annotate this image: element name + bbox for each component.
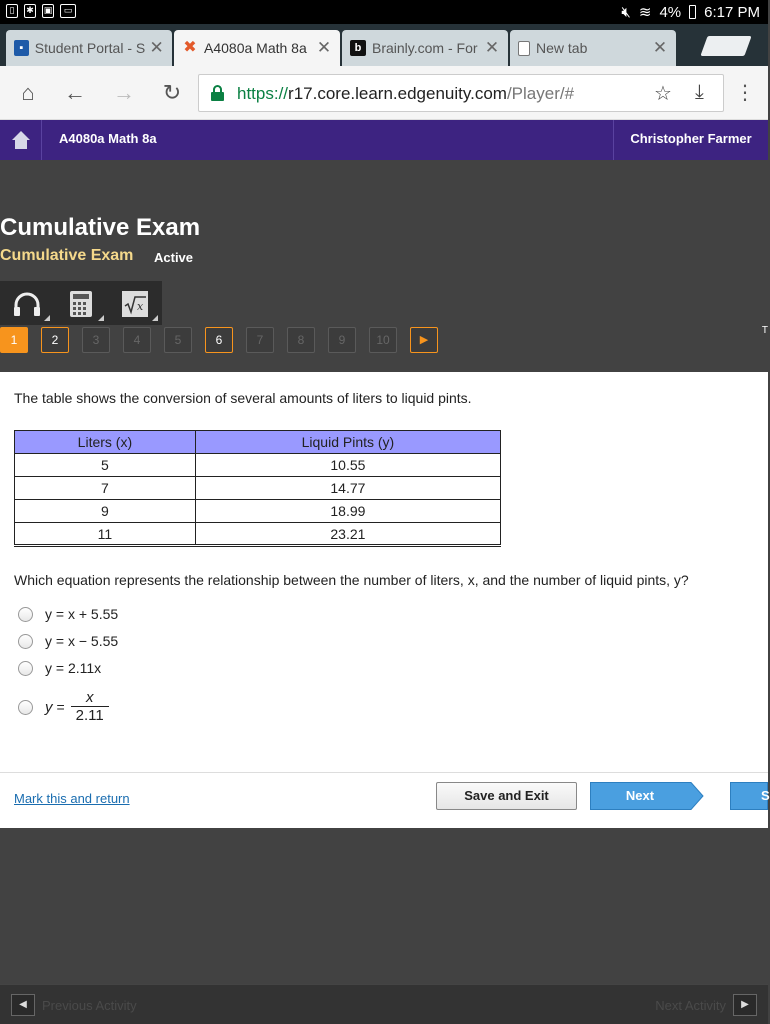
lock-icon xyxy=(211,85,224,101)
tab-strip xyxy=(0,24,768,66)
choice-label: y = x + 5.55 xyxy=(45,606,119,622)
status-bar xyxy=(0,0,768,24)
question-panel xyxy=(0,372,768,828)
url-text[interactable]: https://r17.core.learn.edgenuity.com/Player/# xyxy=(237,84,575,103)
radio-button[interactable] xyxy=(18,661,33,676)
table-cell: 10.55 xyxy=(195,454,500,477)
table-cell: 9 xyxy=(15,500,196,523)
submit-button[interactable]: S xyxy=(730,782,768,810)
previous-activity-arrow-icon[interactable]: ◀ xyxy=(11,994,35,1016)
mute-icon: 🔇︎ xyxy=(621,3,631,21)
radio-button[interactable] xyxy=(18,607,33,622)
close-tab-icon[interactable]: ✕ xyxy=(316,38,332,57)
home-icon[interactable]: ⌂ xyxy=(21,80,35,105)
next-activity-label[interactable]: Next Activity xyxy=(655,998,726,1013)
clock: 6:17 PM xyxy=(704,3,760,21)
battery-percent: 4% xyxy=(659,3,682,21)
question-navigator xyxy=(0,327,451,353)
radio-button[interactable] xyxy=(18,700,33,715)
audio-tool-button[interactable] xyxy=(2,285,52,323)
answer-choice-a[interactable] xyxy=(18,606,118,622)
question-3-button[interactable]: 3 xyxy=(82,327,110,353)
close-tab-icon[interactable]: ✕ xyxy=(652,38,668,57)
fraction-numerator: x xyxy=(85,689,94,706)
question-6-button[interactable]: 6 xyxy=(205,327,233,353)
close-tab-icon[interactable]: ✕ xyxy=(484,38,500,57)
sim-icon: ▯ xyxy=(6,4,18,18)
calculator-tool-button[interactable] xyxy=(56,285,106,323)
equals-sign: = xyxy=(56,699,65,715)
edgenuity-favicon-icon: ✖ xyxy=(183,39,197,56)
exam-subtitle: Cumulative Exam xyxy=(0,247,134,264)
table-cell: 14.77 xyxy=(195,477,500,500)
exam-header xyxy=(0,160,768,372)
table-cell: 11 xyxy=(15,523,196,546)
exam-status: Active xyxy=(154,250,194,265)
close-tab-icon[interactable]: ✕ xyxy=(149,38,164,57)
svg-text:x: x xyxy=(137,300,144,313)
house-icon xyxy=(11,130,31,150)
column-header-pints: Liquid Pints (y) xyxy=(195,431,500,454)
tab-title: A4080a Math 8a xyxy=(204,40,307,56)
wifi-icon: ≋ xyxy=(638,4,652,21)
back-arrow-icon[interactable]: ← xyxy=(64,80,86,105)
table-cell: 23.21 xyxy=(195,523,500,546)
battery-icon xyxy=(689,5,696,19)
question-2-button[interactable]: 2 xyxy=(41,327,69,353)
next-questions-arrow-icon[interactable]: ▶ xyxy=(410,327,438,353)
activity-footer xyxy=(0,984,768,1024)
brainly-favicon-icon: b xyxy=(350,40,366,56)
action-divider xyxy=(0,772,768,773)
course-title: A4080a Math 8a xyxy=(59,131,157,146)
table-row xyxy=(15,477,501,500)
tab-new-tab[interactable] xyxy=(510,30,676,66)
notification-icons xyxy=(6,4,76,18)
next-button[interactable] xyxy=(590,782,704,810)
question-1-button[interactable]: 1 xyxy=(0,327,28,353)
question-4-button[interactable]: 4 xyxy=(123,327,151,353)
choice-lhs: y xyxy=(45,698,53,716)
previous-activity-label[interactable]: Previous Activity xyxy=(42,998,137,1013)
next-activity-arrow-icon[interactable]: ▶ xyxy=(733,994,757,1016)
answer-choice-d[interactable] xyxy=(18,690,109,724)
question-text: Which equation represents the relationship between the number of liters, x, and the number of liquid pints, y? xyxy=(14,572,689,588)
table-row xyxy=(15,500,501,523)
table-row xyxy=(15,523,501,546)
choice-label: y = 2.11x xyxy=(45,660,102,676)
portal-favicon-icon: ▪ xyxy=(14,40,29,56)
tab-title: New tab xyxy=(536,40,588,56)
bookmark-star-icon[interactable]: ☆ xyxy=(654,83,672,105)
tab-math-8a[interactable] xyxy=(174,30,340,66)
exam-toolbar xyxy=(0,281,162,325)
table-cell: 18.99 xyxy=(195,500,500,523)
forward-arrow-icon[interactable]: → xyxy=(113,80,135,105)
new-tab-button[interactable] xyxy=(700,36,751,56)
site-header xyxy=(0,120,768,160)
table-row xyxy=(15,454,501,477)
image-notification-icon: ▣ xyxy=(42,4,54,18)
mark-and-return-link[interactable]: Mark this and return xyxy=(14,791,130,806)
tab-title: Student Portal - S xyxy=(34,40,146,56)
table-header-row xyxy=(15,431,501,454)
download-icon[interactable]: ⤓ xyxy=(695,81,704,103)
next-button-label: Next xyxy=(625,788,655,803)
question-8-button[interactable]: 8 xyxy=(287,327,315,353)
table-cell: 5 xyxy=(15,454,196,477)
column-header-liters: Liters (x) xyxy=(15,431,196,454)
answer-choice-c[interactable] xyxy=(18,660,101,676)
choice-label: y = x − 5.55 xyxy=(45,633,119,649)
fraction-denominator: 2.11 xyxy=(75,707,104,724)
formula-tool-button[interactable] xyxy=(110,285,160,323)
tab-brainly[interactable] xyxy=(342,30,508,66)
table-cell: 7 xyxy=(15,477,196,500)
system-icons xyxy=(621,3,760,21)
menu-dots-icon[interactable]: ⋮ xyxy=(735,82,755,104)
fraction xyxy=(71,690,109,724)
message-notification-icon: ▭ xyxy=(60,4,76,18)
browser-toolbar xyxy=(0,66,768,120)
answer-choice-b[interactable] xyxy=(18,633,118,649)
radio-button[interactable] xyxy=(18,634,33,649)
tab-student-portal[interactable] xyxy=(6,30,172,66)
question-5-button[interactable]: 5 xyxy=(164,327,192,353)
save-and-exit-button[interactable]: Save and Exit xyxy=(436,782,577,810)
app-notification-icon: ✱ xyxy=(24,4,36,18)
question-7-button[interactable]: 7 xyxy=(246,327,274,353)
tab-title: Brainly.com - For xyxy=(372,40,478,56)
question-10-button[interactable]: 10 xyxy=(369,327,397,353)
question-9-button[interactable]: 9 xyxy=(328,327,356,353)
reload-icon[interactable]: ↻ xyxy=(162,80,182,105)
page-favicon-icon xyxy=(518,41,530,56)
edge-text: T xyxy=(761,325,768,336)
question-prompt: The table shows the conversion of several amounts of liters to liquid pints. xyxy=(14,390,472,406)
user-name[interactable]: Christopher Farmer xyxy=(613,120,768,160)
exam-title: Cumulative Exam xyxy=(0,214,201,241)
address-bar[interactable] xyxy=(198,74,724,112)
site-home-button[interactable] xyxy=(0,120,42,160)
conversion-table xyxy=(14,430,501,547)
